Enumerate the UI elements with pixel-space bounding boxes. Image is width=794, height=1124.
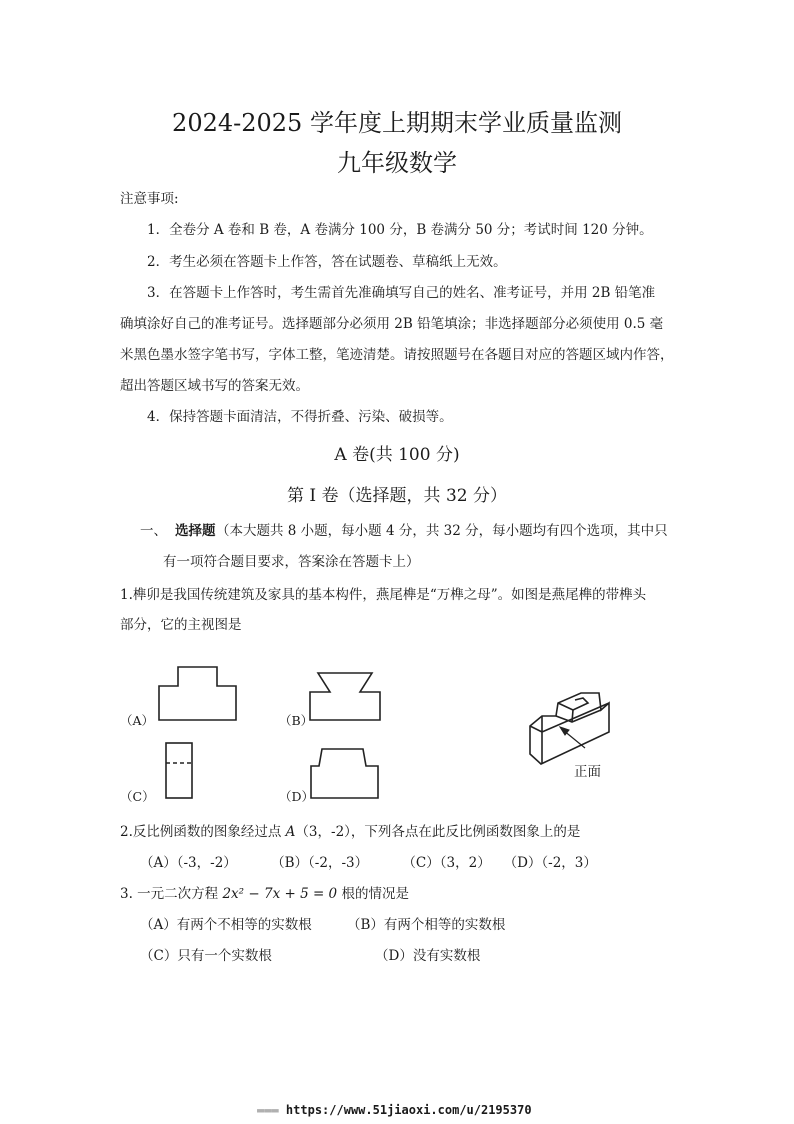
q1-option-d-label[interactable]: （D） [279, 789, 315, 804]
choice-section-name: 选择题 [175, 523, 216, 539]
q2-options[interactable]: （A）（-3，-2） （B）（-2，-3） （C）（3，2） （D）（-2，3） [140, 855, 597, 871]
q1-stem: 1.榫卯是我国传统建筑及家具的基本构件，燕尾榫是“万榫之母”。如图是燕尾榫的带榫头 [120, 587, 647, 603]
choice-section-desc-cont: 有一项符合题目要求，答案涂在答题卡上） [163, 554, 420, 570]
q1-option-a-label[interactable]: （A） [120, 713, 155, 728]
q2-stem-pre: 2.反比例函数的图象经过点 [120, 824, 286, 840]
q1-dovetail-3d-figure [525, 688, 615, 768]
section-a-heading: A 卷(共 100 分) [334, 445, 460, 465]
notice-item-1: 1．全卷分 A 卷和 B 卷，A 卷满分 100 分，B 卷满分 50 分；考试时间 120 分钟。 [147, 222, 653, 238]
q3-option-c[interactable]: （C）只有一个实数根 [140, 948, 272, 964]
q3-option-a[interactable]: （A）有两个不相等的实数根 [140, 917, 312, 933]
q2-point-name: A [285, 824, 296, 840]
q1-option-b-figure [308, 672, 383, 722]
q1-option-b-label[interactable]: （B） [279, 713, 314, 728]
q3-option-b[interactable]: （B）有两个相等的实数根 [347, 917, 506, 933]
q1-stem-cont: 部分，它的主视图是 [120, 617, 242, 633]
q1-option-a-figure [158, 666, 238, 722]
q1-front-label: 正面 [574, 764, 601, 780]
notice-item-3-cont-2: 米黑色墨水签字笔书写，字体工整，笔迹清楚。请按照题号在各题目对应的答题区域内作答， [120, 347, 674, 363]
choice-section-number: 一、 [140, 523, 167, 539]
notice-item-3: 3．在答题卡上作答时，考生需首先准确填写自己的姓名、准考证号，并用 2B 铅笔准 [147, 285, 656, 301]
q2-stem [120, 820, 580, 840]
q3-stem-post: 根的情况是 [337, 886, 409, 902]
notice-item-3-cont-3: 超出答题区域书写的答案无效。 [120, 378, 309, 394]
choice-section-desc: （本大题共 8 小题，每小题 4 分，共 32 分，每小题均有四个选项，其中只 [216, 523, 668, 539]
q3-equation: 2x² − 7x + 5 = 0 [222, 886, 338, 902]
exam-title: 2024-2025 学年度上期期末学业质量监测 [172, 109, 622, 137]
q3-option-d[interactable]: （D）没有实数根 [375, 948, 481, 964]
part-one-heading: 第 I 卷（选择题，共 32 分） [287, 486, 507, 506]
footer-url[interactable]: https://www.51jiaoxi.com/u/2195370 [285, 1103, 532, 1117]
notice-item-2: 2．考生必须在答题卡上作答，答在试题卷、草稿纸上无效。 [147, 254, 507, 270]
q1-option-c-figure [165, 742, 195, 800]
footer [257, 1103, 532, 1117]
q1-option-c-label[interactable]: （C） [120, 789, 155, 804]
q3-stem [120, 882, 409, 902]
footer-mark: ▬▬▬ [257, 1103, 279, 1117]
notice-heading: 注意事项: [120, 191, 179, 207]
notice-item-3-cont-1: 确填涂好自己的准考证号。选择题部分必须用 2B 铅笔填涂；非选择题部分必须使用 0.5 毫 [120, 316, 664, 332]
q1-option-d-figure [310, 748, 380, 800]
notice-item-4: 4．保持答题卡面清洁，不得折叠、污染、破损等。 [147, 409, 453, 425]
q3-stem-pre: 3. 一元二次方程 [120, 886, 223, 902]
exam-subtitle: 九年级数学 [337, 149, 457, 177]
q2-stem-post: （3，-2），下列各点在此反比例函数图象上的是 [295, 824, 581, 840]
